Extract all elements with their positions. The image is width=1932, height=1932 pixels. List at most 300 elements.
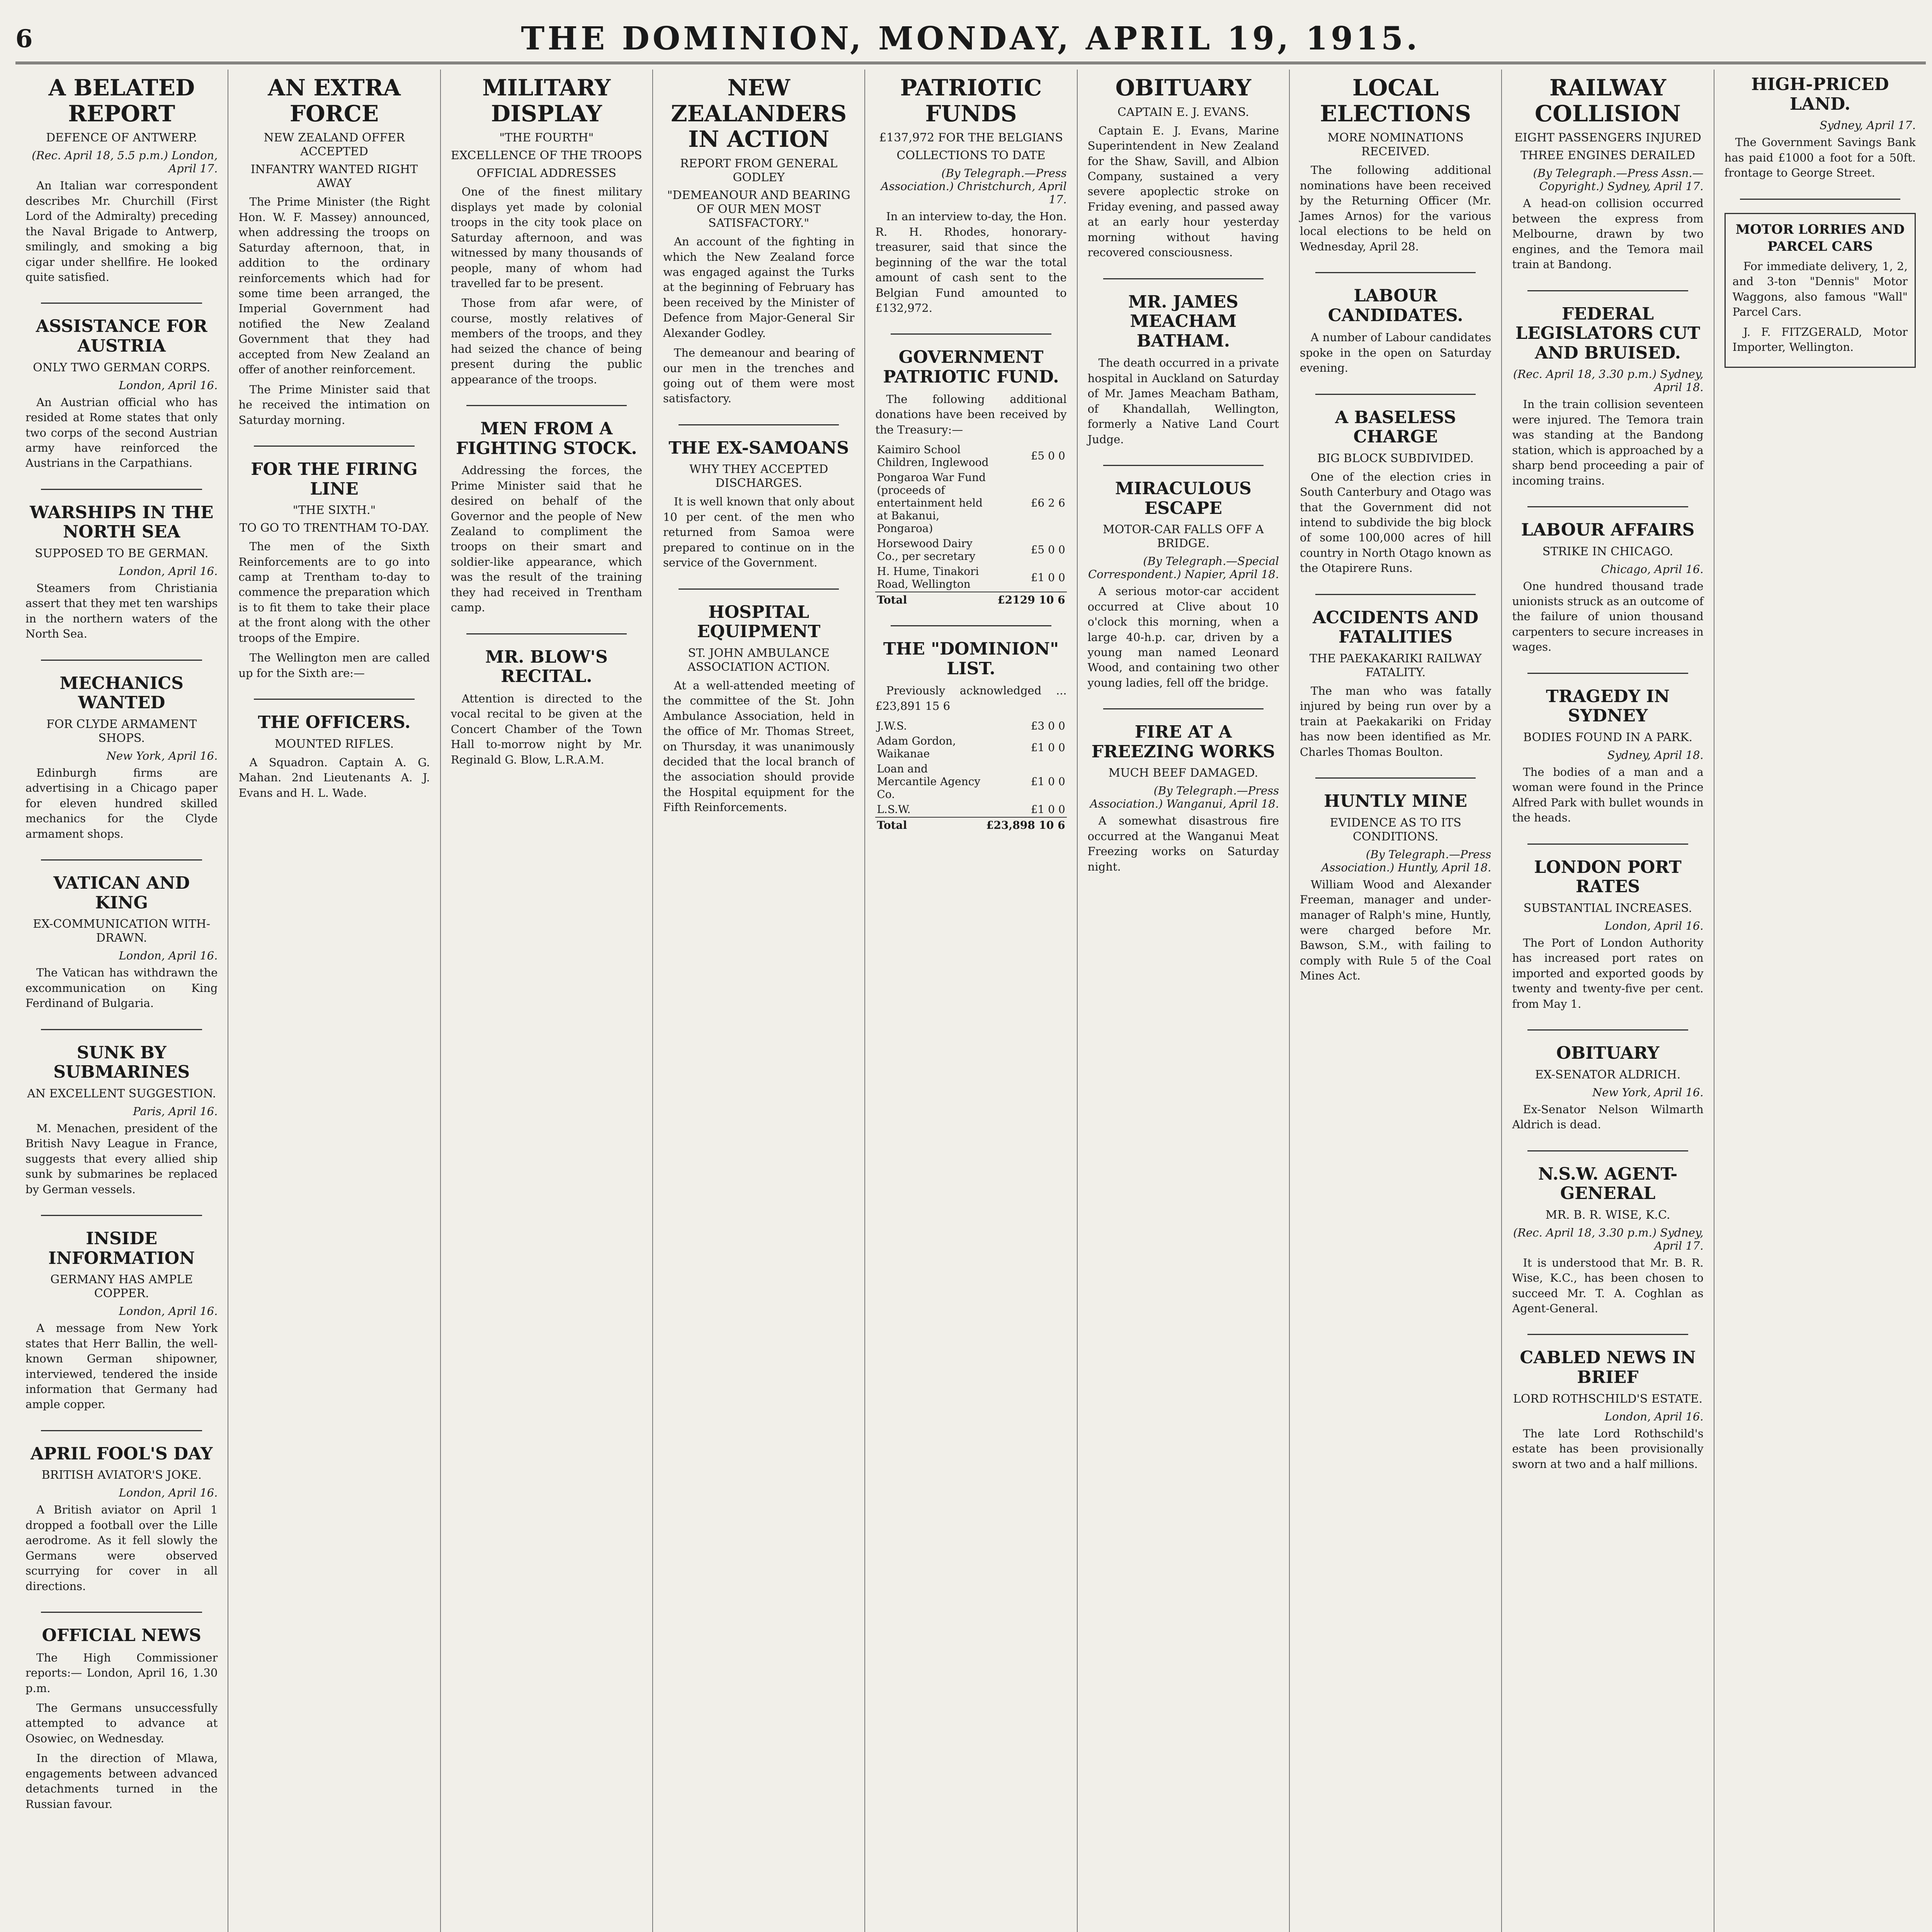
headline: PATRIOTIC FUNDS xyxy=(900,75,1042,127)
fund-row xyxy=(875,470,1066,536)
article-divider xyxy=(41,660,202,661)
fund-donor: Horsewood Dairy Co., per secretary xyxy=(877,537,976,563)
paragraph: One of the election cries in South Canterbury and Otago was that the Government did not intend to subdivide the big block of some 100,000 acres of hill country in North Otago known as the Otapirere Runs. xyxy=(1299,470,1492,575)
article xyxy=(26,660,218,842)
headline: INSIDE INFORMATION xyxy=(48,1229,195,1268)
article xyxy=(1300,777,1491,984)
paragraph: A serious motor-car accident occurred at Clive about 10 o'clock this morning, when a large 40-h.p. car, driven by a young man named Leonard Wood, and containing two other young ladies, fell off the bridge. xyxy=(1087,585,1279,689)
article-divider xyxy=(1315,777,1476,779)
subheadline: EVIDENCE AS TO ITS CONDITIONS. xyxy=(1330,816,1461,844)
dateline: (By Telegraph.—Press Association.) Christchurch, April 17. xyxy=(881,167,1067,206)
subheadline: TO GO TO TRENTHAM TO-DAY. xyxy=(239,521,429,535)
paragraph: Steamers from Christiania assert that they met ten warships in the northern waters of the North Sea. xyxy=(26,582,218,641)
article-body xyxy=(1300,330,1491,376)
fund-table xyxy=(875,442,1066,607)
article-body xyxy=(238,755,430,801)
subheadline: "THE SIXTH." xyxy=(293,503,376,517)
subheadline: FOR CLYDE ARMAMENT SHOPS. xyxy=(46,717,197,745)
fund-total-amount: £2129 10 6 xyxy=(996,592,1066,607)
dateline: Sydney, April 17. xyxy=(1820,119,1916,132)
headline: TRAGEDY IN SYDNEY xyxy=(1546,686,1670,726)
article-body xyxy=(26,395,218,471)
fund-amount: £6 2 6 xyxy=(1031,496,1065,509)
paragraph: The late Lord Rothschild's estate has been provisionally sworn at two and a half millions. xyxy=(1512,1427,1704,1471)
fund-amount: £5 0 0 xyxy=(1031,543,1065,556)
fund-donor: J.W.S. xyxy=(877,719,907,732)
dateline: New York, April 16. xyxy=(106,749,218,762)
article-body xyxy=(1300,877,1491,984)
article xyxy=(26,859,218,1011)
dateline: (By Telegraph.—Press Association.) Huntly, April 18. xyxy=(1321,847,1492,874)
subheadline: THREE ENGINES DERAILED xyxy=(1520,149,1696,163)
article xyxy=(1088,708,1279,874)
article-body xyxy=(1088,584,1279,690)
subheadline: MOTOR-CAR FALLS OFF A BRIDGE. xyxy=(1103,523,1264,551)
article-divider xyxy=(1527,290,1688,291)
headline: MR. JAMES MEACHAM BATHAM. xyxy=(1128,292,1238,351)
subheadline: LORD ROTHSCHILD'S ESTATE. xyxy=(1513,1392,1703,1406)
headline: FOR THE FIRING LINE xyxy=(251,459,418,499)
subheadline: MR. B. R. WISE, K.C. xyxy=(1545,1208,1670,1222)
article-body xyxy=(26,1502,218,1594)
fund-total-amount: £23,898 10 6 xyxy=(985,817,1067,833)
fund-amount: £3 0 0 xyxy=(1031,719,1065,732)
subheadline: BRITISH AVIATOR'S JOKE. xyxy=(41,1468,202,1482)
fund-row xyxy=(875,564,1066,592)
article xyxy=(1300,394,1491,576)
article-body xyxy=(1725,135,1916,180)
article xyxy=(875,333,1066,607)
article-body xyxy=(663,494,854,570)
article-body xyxy=(1733,259,1908,355)
paragraph: The High Commissioner reports:— London, April 16, 1.30 p.m. xyxy=(26,1651,218,1695)
dateline: London, April 16. xyxy=(1604,1410,1704,1423)
fund-total-label: Total xyxy=(875,592,996,607)
fund-amount: £1 0 0 xyxy=(1031,775,1065,788)
article-body xyxy=(26,1650,218,1812)
paragraph: An account of the fighting in which the New Zealand force was engaged against the Turks at the beginning of February has been received by the Minister of Defence from Major-General Sir Alexander Godley. xyxy=(663,235,855,340)
subheadline: GERMANY HAS AMPLE COPPER. xyxy=(50,1273,193,1301)
article-body xyxy=(1088,123,1279,260)
subheadline: COLLECTIONS TO DATE xyxy=(896,149,1046,163)
dateline: Sydney, April 18. xyxy=(1607,748,1704,762)
article-body xyxy=(1300,469,1491,576)
headline: APRIL FOOL'S DAY xyxy=(30,1444,213,1464)
article xyxy=(875,75,1066,316)
article-divider xyxy=(41,1029,202,1030)
subheadline: NEW ZEALAND OFFER ACCEPTED xyxy=(264,131,405,159)
article xyxy=(26,489,218,642)
paragraph: The Germans unsuccessfully attempted to advance at Osowiec, on Wednesday. xyxy=(26,1701,218,1745)
paragraph: Attention is directed to the vocal recital to be given at the Concert Chamber of the Town Hall to-morrow night by Mr. Reginald G. Blow, L.R.A.M. xyxy=(451,692,642,766)
article-body xyxy=(1512,397,1703,488)
advertisement xyxy=(1725,213,1916,368)
fund-total-row xyxy=(875,592,1066,607)
article-body xyxy=(451,184,642,387)
subheadline: MUCH BEEF DAMAGED. xyxy=(1108,766,1258,780)
paragraph: The Prime Minister said that he received the intimation on Saturday morning. xyxy=(238,383,430,427)
article-divider xyxy=(1103,278,1264,279)
fund-donor: L.S.W. xyxy=(877,803,911,816)
subheadline: £137,972 FOR THE BELGIANS xyxy=(879,131,1063,145)
article xyxy=(1512,290,1703,488)
subheadline: BODIES FOUND IN A PARK. xyxy=(1523,730,1693,744)
article-body xyxy=(451,463,642,615)
fund-donor: Kaimiro School Children, Inglewood xyxy=(877,443,989,469)
headline: THE "DOMINION" LIST. xyxy=(883,639,1059,679)
article xyxy=(1512,673,1703,826)
subheadline: THE PAEKAKARIKI RAILWAY FATALITY. xyxy=(1309,651,1482,679)
headline: FIRE AT A FREEZING WORKS xyxy=(1091,722,1275,762)
headline: AN EXTRA FORCE xyxy=(268,75,401,127)
article-divider xyxy=(254,699,414,700)
subheadline: MOUNTED RIFLES. xyxy=(274,737,394,751)
article-divider xyxy=(679,424,839,425)
article-body xyxy=(1088,813,1279,874)
subheadline: OFFICIAL ADDRESSES xyxy=(476,167,616,180)
dateline: London, April 16. xyxy=(119,378,218,392)
article-divider xyxy=(1527,1334,1688,1335)
headline: MECHANICS WANTED xyxy=(60,673,184,713)
subheadline: REPORT FROM GENERAL GODLEY xyxy=(680,157,838,185)
paragraph: The Government Savings Bank has paid £1000 a foot for a 50ft. frontage to George Street. xyxy=(1724,136,1916,180)
subheadline: EIGHT PASSENGERS INJURED xyxy=(1514,131,1701,145)
dateline: London, April 16. xyxy=(119,1486,218,1500)
headline: OFFICIAL NEWS xyxy=(42,1626,201,1646)
paragraph: Captain E. J. Evans, Marine Superintendent in New Zealand for the Shaw, Savill, and Albion Company, sustained a very severe apoplectic stroke on Friday evening, and passed away at an early hour yesterday morning without having recovered consciousness. xyxy=(1087,124,1279,259)
headline: THE EX-SAMOANS xyxy=(668,438,849,458)
headline: RAILWAY COLLISION xyxy=(1535,75,1681,127)
fund-donor: H. Hume, Tinakori Road, Wellington xyxy=(877,565,979,590)
article xyxy=(1088,75,1279,260)
headline: MR. BLOW'S RECITAL. xyxy=(485,647,608,687)
article-divider xyxy=(1740,199,1900,200)
article-body xyxy=(1512,1102,1703,1133)
article xyxy=(1512,1029,1703,1132)
article-divider xyxy=(1315,594,1476,595)
paragraph: The bodies of a man and a woman were found in the Prince Alfred Park with bullet wounds in the heads. xyxy=(1512,765,1704,825)
column-7 xyxy=(1289,70,1501,1932)
paragraph: The man who was fatally injured by being run over by a train at Paekakariki on Friday has now been identified as Mr. Charles Thomas Boulton. xyxy=(1299,684,1492,759)
fund-total-row xyxy=(875,817,1066,833)
paragraph: The men of the Sixth Reinforcements are to go into camp at Trentham to-day to commence the preparation which is to fit them to take their place at the front along with the other troops of the Empire. xyxy=(238,540,430,645)
paragraph: An Italian war correspondent describes Mr. Churchill (First Lord of the Admiralty) preceding the Naval Brigade to Antwerp, smilingly, and smoking a big cigar under shellfire. He looked quite satisfied. xyxy=(26,179,218,284)
paragraph: The Wellington men are called up for the Sixth are:— xyxy=(238,651,430,680)
column-grid xyxy=(15,70,1926,1932)
article-body xyxy=(875,209,1066,316)
subheadline: EXCELLENCE OF THE TROOPS xyxy=(451,149,642,163)
article xyxy=(26,1029,218,1197)
subheadline: DEFENCE OF ANTWERP. xyxy=(46,131,197,145)
article xyxy=(238,446,430,681)
article xyxy=(663,588,854,815)
headline: ACCIDENTS AND FATALITIES xyxy=(1313,607,1479,647)
headline: FEDERAL LEGISLATORS CUT AND BRUISED. xyxy=(1515,304,1700,363)
newspaper-title: THE DOMINION, MONDAY, APRIL 19, 1915. xyxy=(521,20,1420,57)
paragraph: In an interview to-day, the Hon. R. H. Rhodes, honorary-treasurer, said that since the beginning of the war the total amount of cash sent to the Belgian Fund amounted to £132,972. xyxy=(875,210,1067,315)
column-5 xyxy=(864,70,1077,1932)
subheadline: ST. JOHN AMBULANCE ASSOCIATION ACTION. xyxy=(687,646,830,674)
page-number: 6 xyxy=(15,24,33,53)
article-divider xyxy=(254,446,414,447)
headline: CABLED NEWS IN BRIEF xyxy=(1520,1348,1696,1388)
paragraph: It is understood that Mr. B. R. Wise, K.C., has been chosen to succeed Mr. T. A. Coghlan as Agent-General. xyxy=(1512,1256,1704,1315)
dateline: (Rec. April 18, 3.30 p.m.) Sydney, April 18. xyxy=(1513,367,1704,394)
paragraph: Ex-Senator Nelson Wilmarth Aldrich is dead. xyxy=(1512,1102,1704,1131)
article xyxy=(26,1612,218,1812)
article xyxy=(1512,1150,1703,1316)
headline: N.S.W. AGENT-GENERAL xyxy=(1538,1164,1678,1204)
article-body xyxy=(238,194,430,428)
fund-donor: Pongaroa War Fund (proceeds of entertainment held at Bakanui, Pongaroa) xyxy=(877,471,986,535)
headline: MOTOR LORRIES AND PARCEL CARS xyxy=(1735,221,1905,254)
paragraph: It is well known that only about 10 per cent. of the men who returned from Samoa were prepared to continue on in the service of the Government. xyxy=(663,495,855,570)
headline: MIRACULOUS ESCAPE xyxy=(1115,479,1252,518)
headline: A BELATED REPORT xyxy=(48,75,195,127)
paragraph: A Squadron. Captain A. G. Mahan. 2nd Lieutenants A. J. Evans and H. L. Wade. xyxy=(238,755,430,799)
fund-row xyxy=(875,536,1066,564)
paragraph: The following additional donations have been received by the Treasury:— xyxy=(875,392,1067,436)
subheadline: "DEMEANOUR AND BEARING OF OUR MEN MOST SATISFACTORY." xyxy=(667,189,850,230)
paragraph: William Wood and Alexander Freeman, manager and under-manager of Ralph's mine, Huntly, were charged before Mr. Bawson, S.M., with failing to comply with Rule 5 of the Coal Mines Act. xyxy=(1299,878,1492,983)
fund-donor: Loan and Mercantile Agency Co. xyxy=(877,762,981,801)
subheadline: "THE FOURTH" xyxy=(499,131,594,145)
column-1 xyxy=(15,70,228,1932)
paragraph: J. F. FITZGERALD, Motor Importer, Wellington. xyxy=(1732,325,1908,354)
headline: GOVERNMENT PATRIOTIC FUND. xyxy=(883,347,1059,387)
article-body xyxy=(1512,196,1703,272)
subheadline: INFANTRY WANTED RIGHT AWAY xyxy=(250,163,418,190)
paragraph: A number of Labour candidates spoke in the open on Saturday evening. xyxy=(1299,331,1492,375)
article xyxy=(26,1430,218,1594)
headline: SUNK BY SUBMARINES xyxy=(53,1043,190,1082)
headline: LONDON PORT RATES xyxy=(1534,857,1682,897)
article-body xyxy=(26,581,218,642)
paragraph: M. Menachen, president of the British Navy League in France, suggests that every allied ship sunk by submarines be replaced by German vessels. xyxy=(26,1121,218,1196)
subheadline: AN EXCELLENT SUGGESTION. xyxy=(27,1087,216,1100)
article-body xyxy=(1512,1255,1703,1316)
article-divider xyxy=(1527,1150,1688,1151)
article-body xyxy=(1300,684,1491,760)
article xyxy=(238,75,430,428)
paragraph: Edinburgh firms are advertising in a Chicago paper for eleven hundred skilled mechanics for the Clyde armament shops. xyxy=(26,766,218,840)
dateline: London, April 16. xyxy=(119,949,218,963)
fund-row xyxy=(875,442,1066,470)
fund-total-label: Total xyxy=(875,817,985,833)
article-body xyxy=(1512,579,1703,655)
subheadline: SUBSTANTIAL INCREASES. xyxy=(1523,901,1692,915)
subheadline: BIG BLOCK SUBDIVIDED. xyxy=(1317,451,1474,465)
fund-amount: £5 0 0 xyxy=(1031,449,1065,463)
headline: LOCAL ELECTIONS xyxy=(1320,75,1471,127)
article xyxy=(451,75,642,387)
article xyxy=(26,303,218,471)
headline: HUNTLY MINE xyxy=(1324,791,1468,811)
fund-row xyxy=(875,761,1066,802)
article-divider xyxy=(41,1215,202,1216)
article-body xyxy=(1300,163,1491,254)
article xyxy=(1512,506,1703,655)
paragraph: The Port of London Authority has increased port rates on imported and exported goods by twenty and twenty-five per cent. from May 1. xyxy=(1512,936,1704,1010)
paragraph: A somewhat disastrous fire occurred at the Wanganui Meat Freezing works on Saturday night. xyxy=(1087,814,1279,873)
headline: THE OFFICERS. xyxy=(258,713,411,733)
fund-amount: £1 0 0 xyxy=(1031,741,1065,754)
article-body xyxy=(26,965,218,1011)
article-body xyxy=(26,178,218,285)
article-divider xyxy=(1315,394,1476,395)
column-9 xyxy=(1714,70,1926,1932)
paragraph: A head-on collision occurred between the express from Melbourne, drawn by two engines, and the Temora mail train at Bandong. xyxy=(1512,197,1704,271)
article-body xyxy=(1512,935,1703,1012)
article xyxy=(451,633,642,767)
article-body xyxy=(663,234,854,406)
paragraph: An Austrian official who has resided at Rome states that only two corps of the second Austrian army have reinforced the Austrians in the Carpathians. xyxy=(26,395,218,470)
fund-row xyxy=(875,802,1066,817)
headline: VATICAN AND KING xyxy=(53,873,190,913)
article-divider xyxy=(891,333,1051,335)
article-body xyxy=(875,683,1066,714)
dateline: New York, April 16. xyxy=(1592,1085,1704,1099)
article-body xyxy=(875,392,1066,437)
fund-amount: £1 0 0 xyxy=(1031,803,1065,816)
article-divider xyxy=(41,1612,202,1613)
article-divider xyxy=(1315,272,1476,273)
paragraph: One of the finest military displays yet made by colonial troops in the city took place on Saturday afternoon, and was witnessed by many thousands of people, many of whom had travelled far to be present. xyxy=(451,185,642,290)
article xyxy=(1725,75,1916,181)
subheadline: STRIKE IN CHICAGO. xyxy=(1542,544,1673,558)
fund-amount: £1 0 0 xyxy=(1031,571,1065,584)
article xyxy=(663,424,854,571)
article-body xyxy=(238,539,430,681)
column-2 xyxy=(228,70,440,1932)
headline: MILITARY DISPLAY xyxy=(482,75,611,127)
masthead xyxy=(15,15,1926,64)
headline: ASSISTANCE FOR AUSTRIA xyxy=(36,316,207,356)
fund-table xyxy=(875,718,1066,833)
subheadline: EX-SENATOR ALDRICH. xyxy=(1535,1068,1681,1082)
article xyxy=(1088,465,1279,690)
headline: OBITUARY xyxy=(1556,1043,1660,1063)
subheadline: ONLY TWO GERMAN CORPS. xyxy=(33,361,211,374)
paragraph: Addressing the forces, the Prime Minister said that he desired on behalf of the Governor and the people of New Zealand to compliment the troops on their smart and soldier-like appearance, which was the result of the training they had received in Trentham camp. xyxy=(451,464,642,614)
article xyxy=(663,75,854,406)
headline: MEN FROM A FIGHTING STOCK. xyxy=(456,419,637,458)
paragraph: The Prime Minister (the Right Hon. W. F. Massey) announced, when addressing the troops on Saturday afternoon, that, in addition to the ordinary reinforcements which had for some time been arranged, the Imperial Government had notified the New Zealand Government that they had accepted from New Zealand an offer of another reinforcement. xyxy=(238,195,430,376)
article-divider xyxy=(1103,708,1264,709)
headline: WARSHIPS IN THE NORTH SEA xyxy=(29,502,214,542)
article-divider xyxy=(1527,844,1688,845)
article-divider xyxy=(1103,465,1264,466)
article-divider xyxy=(41,1430,202,1431)
headline: OBITUARY xyxy=(1115,75,1252,101)
headline: A BASELESS CHARGE xyxy=(1335,407,1456,447)
article-body xyxy=(1512,765,1703,826)
article xyxy=(1512,75,1703,272)
article xyxy=(1725,199,1916,368)
paragraph: In the direction of Mlawa, engagements between advanced detachments turned in the Russian favour. xyxy=(26,1752,218,1811)
dateline: (Rec. April 18, 3.30 p.m.) Sydney, April 17. xyxy=(1513,1226,1704,1252)
subheadline: EX-COMMUNICATION WITH-DRAWN. xyxy=(33,917,211,945)
fund-donor: Adam Gordon, Waikanae xyxy=(877,735,956,760)
article xyxy=(451,405,642,616)
dateline: Paris, April 16. xyxy=(133,1104,218,1118)
article xyxy=(1512,1334,1703,1472)
article-body xyxy=(663,678,854,815)
article-divider xyxy=(1527,673,1688,674)
article-divider xyxy=(1527,506,1688,507)
paragraph: The death occurred in a private hospital in Auckland on Saturday of Mr. James Meacham Batham, of Khandallah, Wellington, formerly a Native Land Court Judge. xyxy=(1087,356,1279,446)
headline: LABOUR AFFAIRS xyxy=(1521,520,1695,540)
paragraph: Previously acknowledged ... £23,891 15 6 xyxy=(875,684,1067,713)
article-divider xyxy=(891,625,1051,626)
article-body xyxy=(26,1321,218,1412)
paragraph: The demeanour and bearing of our men in the trenches and going out of them were most satisfactory. xyxy=(663,346,855,405)
dateline: (By Telegraph.—Special Correspondent.) Napier, April 18. xyxy=(1088,554,1279,581)
article-body xyxy=(26,1121,218,1197)
paragraph: In the train collision seventeen were injured. The Temora train was standing at the Bandong station, which is approached by a sharp bend proceeding a pair of incoming trains. xyxy=(1512,398,1704,487)
article-divider xyxy=(41,859,202,861)
article-divider xyxy=(1527,1029,1688,1031)
article xyxy=(26,1215,218,1412)
paragraph: A British aviator on April 1 dropped a football over the Lille aerodrome. As it fell slowly the Germans were observed scurrying for cover in all directions. xyxy=(26,1503,218,1593)
paragraph: A message from New York states that Herr Ballin, the well-known German shipowner, interviewed, tendered the inside information that Germany had ample copper. xyxy=(26,1321,218,1411)
dateline: Chicago, April 16. xyxy=(1601,562,1704,576)
fund-row xyxy=(875,733,1066,761)
headline: HIGH-PRICED LAND. xyxy=(1751,75,1889,114)
paragraph: Those from afar were, of course, mostly relatives of members of the troops, and they had seized the chance of being present during the public appearance of the troops. xyxy=(451,296,642,386)
paragraph: One hundred thousand trade unionists struck as an outcome of the failure of union thousand carpenters to secure increases in wages. xyxy=(1512,579,1704,654)
article xyxy=(1300,594,1491,760)
column-3 xyxy=(440,70,652,1932)
article-divider xyxy=(466,405,627,406)
paragraph: At a well-attended meeting of the committee of the St. John Ambulance Association, held in the office of Mr. Thomas Street, on Thursday, it was unanimously decided that the local branch of the association should provide the Hospital equipment for the Fifth Reinforcements. xyxy=(663,679,855,814)
fund-row xyxy=(875,718,1066,733)
article-divider xyxy=(41,489,202,490)
article xyxy=(238,699,430,801)
article-body xyxy=(1088,355,1279,447)
article xyxy=(1300,75,1491,254)
column-4 xyxy=(652,70,864,1932)
headline: LABOUR CANDIDATES. xyxy=(1328,286,1463,325)
subheadline: SUPPOSED TO BE GERMAN. xyxy=(35,547,209,560)
dateline: London, April 16. xyxy=(119,1304,218,1318)
paragraph: The Vatican has withdrawn the excommunication on King Ferdinand of Bulgaria. xyxy=(26,966,218,1010)
article-divider xyxy=(466,633,627,634)
headline: NEW ZEALANDERS IN ACTION xyxy=(671,75,847,153)
subheadline: MORE NOMINATIONS RECEIVED. xyxy=(1327,131,1464,159)
article-body xyxy=(26,765,218,842)
subheadline: WHY THEY ACCEPTED DISCHARGES. xyxy=(689,463,828,490)
column-6 xyxy=(1077,70,1289,1932)
article xyxy=(875,625,1066,833)
article-body xyxy=(451,691,642,767)
dateline: (Rec. April 18, 5.5 p.m.) London, April 17. xyxy=(32,149,218,175)
article xyxy=(1300,272,1491,376)
article-divider xyxy=(41,303,202,304)
column-8 xyxy=(1501,70,1713,1932)
dateline: (By Telegraph.—Press Assn.—Copyright.) Sydney, April 17. xyxy=(1533,167,1704,193)
article-body xyxy=(1512,1426,1703,1472)
article xyxy=(1512,844,1703,1012)
dateline: London, April 16. xyxy=(1604,919,1704,932)
subheadline: CAPTAIN E. J. EVANS. xyxy=(1117,105,1249,119)
article xyxy=(26,75,218,285)
dateline: (By Telegraph.—Press Association.) Wanganui, April 18. xyxy=(1090,784,1279,811)
paragraph: The following additional nominations have been received by the Returning Officer (Mr. James Arnos) for the various local elections to be held on Wednesday, April 28. xyxy=(1299,163,1492,253)
paragraph: For immediate delivery, 1, 2, and 3-ton "Dennis" Motor Waggons, also famous "Wall" Parcel Cars. xyxy=(1732,259,1908,319)
dateline: London, April 16. xyxy=(119,565,218,578)
article xyxy=(1088,278,1279,447)
